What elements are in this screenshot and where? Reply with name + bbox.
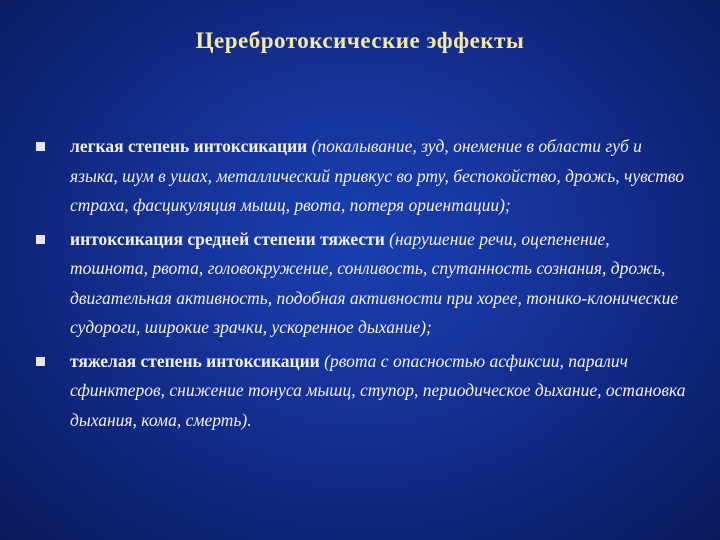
item-heading: интоксикация средней степени тяжести	[70, 228, 385, 249]
slide-title: Церебротоксические эффекты	[195, 28, 525, 53]
item-details: (рвота с опасностью асфиксии, паралич сфинктеров, снижение тонуса мышц, ступор, периодическое дыхание, остановка дыхания, кома, смерть).	[70, 350, 686, 430]
list-item-moderate	[36, 225, 686, 343]
square-bullet-icon	[36, 235, 45, 244]
effects-list	[36, 132, 686, 439]
item-details: (нарушение речи, оцепенение, тошнота, рвота, головокружение, сонливость, спутанность сознания, дрожь, двигательная активность, подобная активности при хорее, тонико-клонические судороги, широкие зрачки, ускоренное дыхание);	[70, 228, 679, 337]
list-item-mild	[36, 132, 686, 221]
item-heading: тяжелая степень интоксикации	[70, 350, 320, 371]
list-item-severe	[36, 347, 686, 436]
item-heading: легкая степень интоксикации	[70, 136, 308, 156]
square-bullet-icon	[36, 357, 45, 366]
item-details: (покалывание, зуд, онемение в области губ и языка, шум в ушах, металлический привкус во рту, беспокойство, дрожь, чувство страха, фасцикуляция мышц, рвота, потеря ориентации);	[70, 136, 685, 215]
square-bullet-icon	[36, 142, 45, 151]
